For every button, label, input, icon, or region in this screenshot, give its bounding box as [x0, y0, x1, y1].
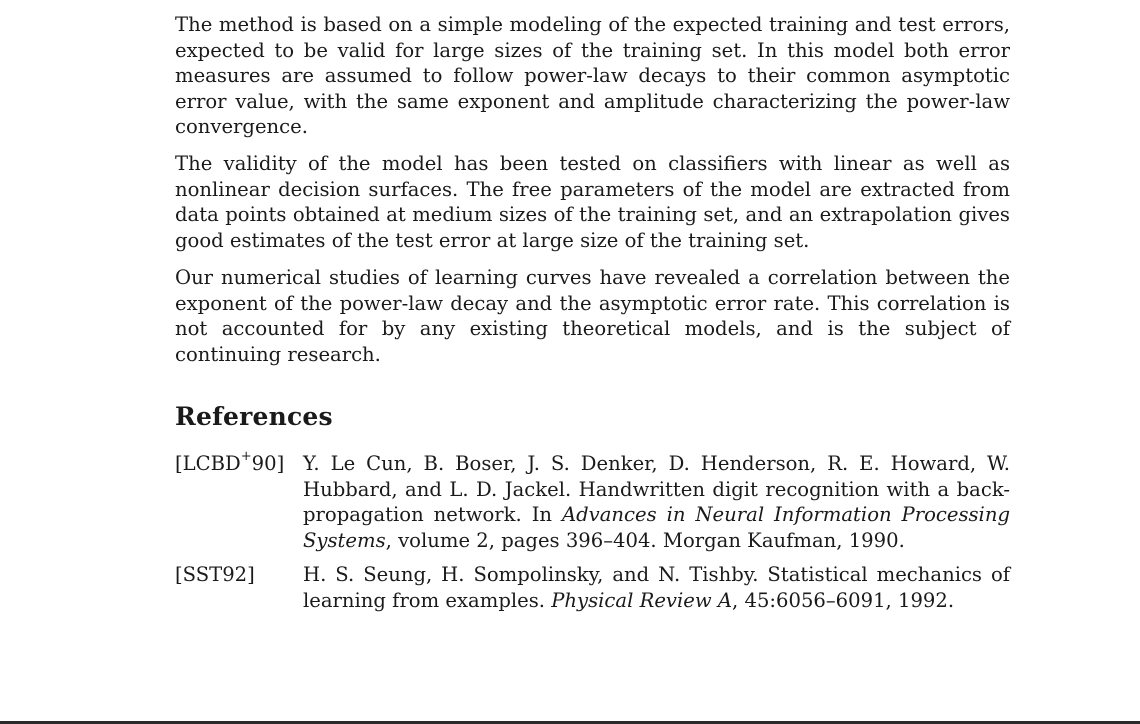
reference-details: , volume 2, pages 396–404. Morgan Kaufman, 1990. — [385, 528, 905, 552]
reference-key-prefix: [LCBD — [175, 452, 241, 475]
paragraph-numerical-studies: Our numerical studies of learning curves have revealed a correlation between the exponent of the power-law decay and the asymptotic error rate. This correlation is not accounted for by any existing theoretical models, and is the subject of continuing research. — [175, 266, 1010, 366]
reference-key-suffix: 90] — [251, 452, 285, 475]
references-heading: References — [175, 402, 333, 431]
reference-key — [175, 562, 303, 588]
reference-key-superscript: + — [240, 449, 252, 465]
reference-authors: Y. Le Cun, B. Boser, J. S. Denker, D. Henderson, R. E. Howard, W. Hubbard, and L. D. Jackel. Handwritten digit recognition with a back-propagation network. In — [303, 452, 1010, 526]
paragraph-method: The method is based on a simple modeling of the expected training and test errors, expected to be valid for large sizes of the training set. In this model both error measures are assumed to follow power-law decays to their common asymptotic error value, with the same exponent and amplitude characterizing the power-law convergence. — [175, 13, 1010, 138]
reference-details: , 45:6056–6091, 1992. — [732, 588, 955, 612]
reference-venue: Advances in Neural Information Processing Systems — [303, 503, 1010, 552]
reference-key — [175, 451, 303, 477]
reference-venue: Physical Review A — [551, 588, 733, 612]
reference-body — [303, 562, 1010, 613]
paragraph-validity: The validity of the model has been tested on classifiers with linear as well as nonlinear decision surfaces. The free parameters of the model are extracted from data points obtained at medium sizes of the training set, and an extrapolation gives good estimates of the test error at large size of the training set. — [175, 152, 1010, 252]
reference-authors: H. S. Seung, H. Sompolinsky, and N. Tishby. Statistical mechanics of learning from examples. — [303, 563, 1010, 612]
reference-key-prefix: [SST92] — [175, 563, 255, 586]
reference-body — [303, 451, 1010, 553]
reference-entry — [175, 562, 1010, 613]
reference-entry — [175, 451, 1010, 553]
